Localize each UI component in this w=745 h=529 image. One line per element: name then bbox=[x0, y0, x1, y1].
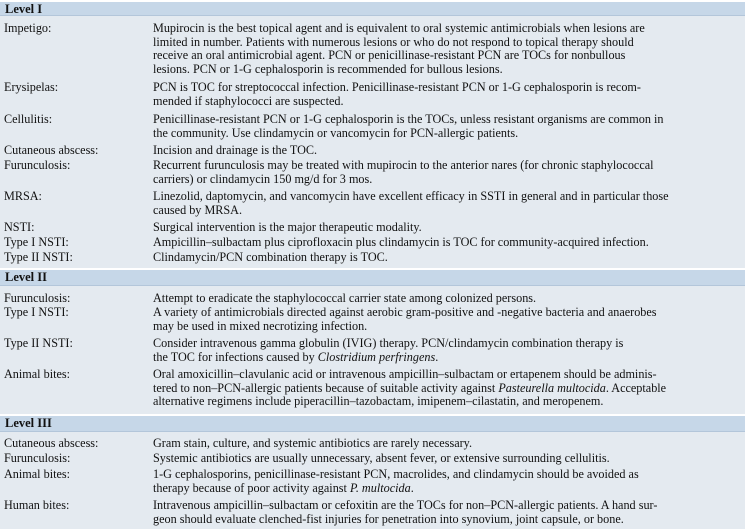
row-term: MRSA: bbox=[4, 189, 42, 203]
row-description: Systemic antibiotics are usually unnecessary, absent fever, or extensive surrounding cellulitis. bbox=[153, 451, 610, 465]
italic-line: the TOC for infections caused by Clostridium perfringens. bbox=[153, 349, 439, 364]
level-2-header: Level II bbox=[0, 268, 745, 286]
row-term: Type I NSTI: bbox=[4, 305, 69, 319]
row-term: Human bites: bbox=[4, 498, 70, 512]
row-term: Erysipelas: bbox=[4, 80, 59, 94]
row-term: Impetigo: bbox=[4, 21, 52, 35]
row-term: Type I NSTI: bbox=[4, 235, 69, 249]
row-description: Ampicillin–sulbactam plus ciprofloxacin plus clindamycin is TOC for community-acquired infection. bbox=[153, 235, 649, 249]
row-description: Gram stain, culture, and systemic antibiotics are rarely necessary. bbox=[153, 436, 473, 450]
row-description: Linezolid, daptomycin, and vancomycin have excellent efficacy in SSTI in general and in particular those caused by MRSA. bbox=[153, 189, 669, 217]
row-description: Mupirocin is the best topical agent and is equivalent to oral systemic antimicrobials when lesions are limited in number. Patients with numerous lesions or who do not respond to topical therapy should receive an oral antimicrobial agent. PCN or penicillinase-resistant PCN are TOCs for nonbullous lesions. PCN or 1-G cephalosporin is recommended for bullous lesions. bbox=[153, 21, 645, 76]
row-description: Intravenous ampicillin–sulbactam or cefoxitin are the TOCs for non–PCN-allergic patients. A hand sur- geon should evaluate clenched-fist injuries for penetration into synovium, joint capsule, or bone. bbox=[153, 498, 658, 526]
level-1-header: Level I bbox=[0, 0, 745, 16]
row-description: Clindamycin/PCN combination therapy is TOC. bbox=[153, 250, 388, 264]
row-description: PCN is TOC for streptococcal infection. Penicillinase-resistant PCN or 1-G cephalosporin is recom- mended if staphylococci are suspected. bbox=[153, 80, 641, 108]
row-term: Cellulitis: bbox=[4, 112, 53, 126]
row-term: Furunculosis: bbox=[4, 451, 71, 465]
row-description: 1-G cephalosporins, penicillinase-resistant PCN, macrolides, and clindamycin should be avoided as therapy because of poor activity against P. multocida. bbox=[153, 467, 639, 495]
row-term: Furunculosis: bbox=[4, 158, 71, 172]
row-term: Animal bites: bbox=[4, 467, 71, 481]
row-term: Type II NSTI: bbox=[4, 250, 73, 264]
row-description: Oral amoxicillin–clavulanic acid or intravenous ampicillin–sulbactam or ertapenem should be adminis- tered to non–PCN-allergic patients because of suitable activity against Pasteurella multocida. Acceptable alternative regimens include piperacillin–tazobactam, imipenem–cilastatin, and meropenem. bbox=[153, 367, 667, 409]
row-term: Animal bites: bbox=[4, 367, 71, 381]
row-description: Penicillinase-resistant PCN or 1-G cephalosporin is the TOCs, unless resistant organisms are common in the community. Use clindamycin or vancomycin for PCN-allergic patients. bbox=[153, 112, 664, 140]
row-description: Consider intravenous gamma globulin (IVIG) therapy. PCN/clindamycin combination therapy is the TOC for infections caused by Clostridium perfringens. bbox=[153, 337, 741, 364]
level-3-header: Level III bbox=[0, 414, 745, 432]
row-term: Furunculosis: bbox=[4, 291, 71, 305]
row-description: Attempt to eradicate the staphylococcal carrier state among colonized persons. bbox=[153, 291, 537, 305]
row-description: Incision and drainage is the TOC. bbox=[153, 143, 318, 157]
row-description: Recurrent furunculosis may be treated with mupirocin to the anterior nares (for chronic staphylococcal carriers) or clindamycin 150 mg/d for 3 mos. bbox=[153, 158, 654, 186]
row-description: Surgical intervention is the major therapeutic modality. bbox=[153, 220, 422, 234]
row-term: Cutaneous abscess: bbox=[4, 143, 99, 157]
row-term: NSTI: bbox=[4, 220, 35, 234]
row-term: Cutaneous abscess: bbox=[4, 436, 99, 450]
row-term: Type II NSTI: bbox=[4, 336, 73, 350]
row-description: A variety of antimicrobials directed against aerobic gram-positive and -negative bacteria and anaerobes may be used in mixed necrotizing infection. bbox=[153, 305, 657, 333]
